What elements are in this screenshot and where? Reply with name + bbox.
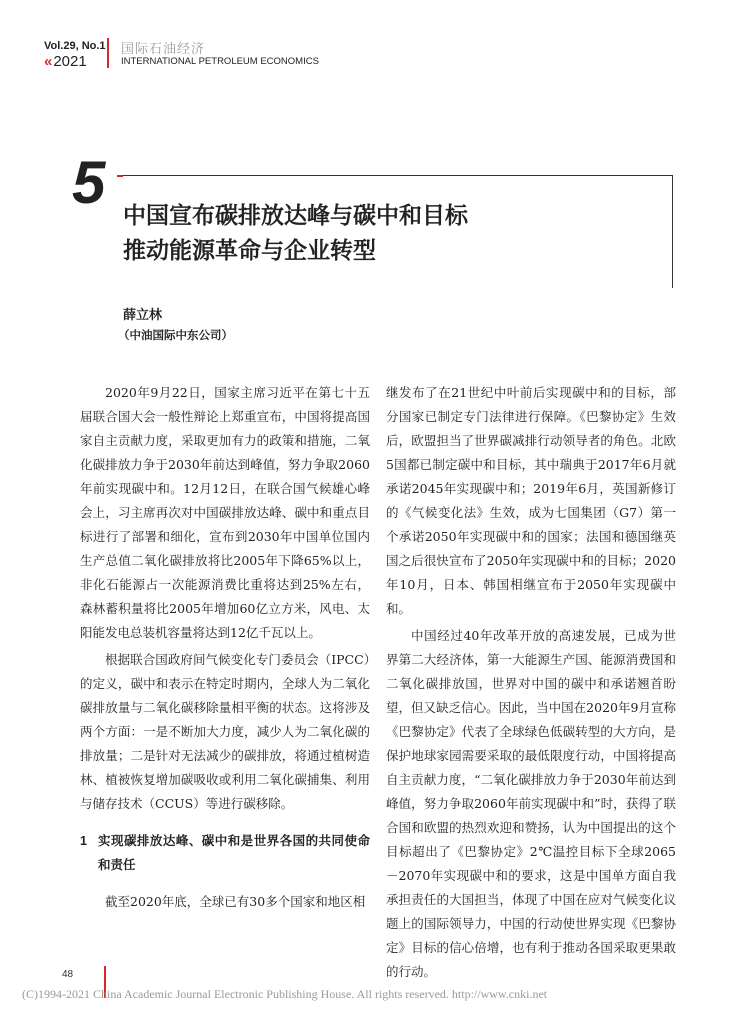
year-row <box>44 53 87 70</box>
paragraph: 中国经过40年改革开放的高速发展，已成为世界第二大经济体，第一大能源生产国、能源消费国和二氧化碳排放国，世界对中国的碳中和承诺翘首盼望，但又缺乏信心。因此，当中国在2020年9月宣称《巴黎协定》代表了全球绿色低碳转型的大方向，是保护地球家园需要采取的最低限度行动，中国将提高自主贡献力度，“二氧化碳排放力争于2030年前达到峰值，努力争取2060年前实现碳中和”时，获得了联合国和欧盟的热烈欢迎和赞扬，认为中国提出的这个目标超出了《巴黎协定》2℃温控目标下全球2065－2070年实现碳中和的要求，这是中国单方面自我承担责任的大国担当，体现了中国在应对气候变化议题上的国际领导力，中国的行动使世界实现《巴黎协定》目标的信心倍增，也有利于推动各国采取更果敢的行动。 <box>386 628 676 979</box>
year-label: 2021 <box>53 53 87 70</box>
page-number: 48 <box>62 969 74 980</box>
article-title <box>123 198 468 268</box>
article-number: 5 <box>72 149 106 216</box>
paragraph: 根据联合国政府间气候变化专门委员会（IPCC）的定义，碳中和表示在特定时期内，全球人为二氧化碳排放量与二氧化碳移除量相平衡的状态。这将涉及两个方面：一是不断加大力度，减少人为二氧化碳的排放量；二是针对无法减少的碳排放，将通过植树造林、植被恢复增加碳吸收或利用二氧化碳捕集、利用与储存技术（CCUS）等进行碳移除。 <box>80 652 370 811</box>
body-column-left <box>80 381 370 917</box>
paragraph: 继发布了在21世纪中叶前后实现碳中和的目标，部分国家已制定专门法律进行保障。《巴黎协定》生效后，欧盟担当了世界碳减排行动领导者的角色。北欧5国都已制定碳中和目标，其中瑞典于2017年6月就承诺2045年实现碳中和；2019年6月，英国新修订的《气候变化法》生效，成为七国集团（G7）第一个承诺2050年实现碳中和的国家；法国和德国继英国之后很快宣布了2050年实现碳中和的目标；2020年10月，日本、韩国相继宣布于2050年实现碳中和。 <box>386 385 676 616</box>
section-number: 1 <box>80 834 87 848</box>
paragraph: 2020年9月22日，国家主席习近平在第七十五届联合国大会一般性辩论上郑重宣布，中国将提高国家自主贡献力度，采取更加有力的政策和措施，二氧化碳排放力争于2030年前达到峰值，努力争取2060年前实现碳中和。12月12日，在联合国气候雄心峰会上，习主席再次对中国碳排放达峰、碳中和重点目标进行了部署和细化，宣布到2030年中国单位国内生产总值二氧化碳排放将比2005年下降65%以上，非化石能源占一次能源消费比重将达到25%左右，森林蓄积量将比2005年增加60亿立方米，风电、太阳能发电总装机容量将达到12亿千瓦以上。 <box>80 385 370 640</box>
copyright-notice: (C)1994-2021 China Academic Journal Electronic Publishing House. All rights reserved. http://www.cnki.net <box>22 987 548 1001</box>
author-name: 薛立林 <box>123 307 163 322</box>
double-chevron-icon: « <box>44 53 50 70</box>
author-affiliation: （中油国际中东公司） <box>118 330 233 342</box>
volume-label: Vol.29, No.1 <box>44 40 106 52</box>
section-heading <box>80 829 370 877</box>
section-title: 实现碳排放达峰、碳中和是世界各国的共同使命和责任 <box>98 834 370 872</box>
title-accent-mark <box>117 175 123 177</box>
title-line-2: 推动能源革命与企业转型 <box>123 237 376 263</box>
journal-name-en: INTERNATIONAL PETROLEUM ECONOMICS <box>121 56 319 67</box>
journal-name-cn: 国际石油经济 <box>121 41 206 56</box>
title-line-1: 中国宣布碳排放达峰与碳中和目标 <box>123 202 468 228</box>
paragraph: 截至2020年底，全球已有30多个国家和地区相 <box>105 894 366 909</box>
body-column-right <box>386 381 676 987</box>
header-divider <box>107 38 109 68</box>
